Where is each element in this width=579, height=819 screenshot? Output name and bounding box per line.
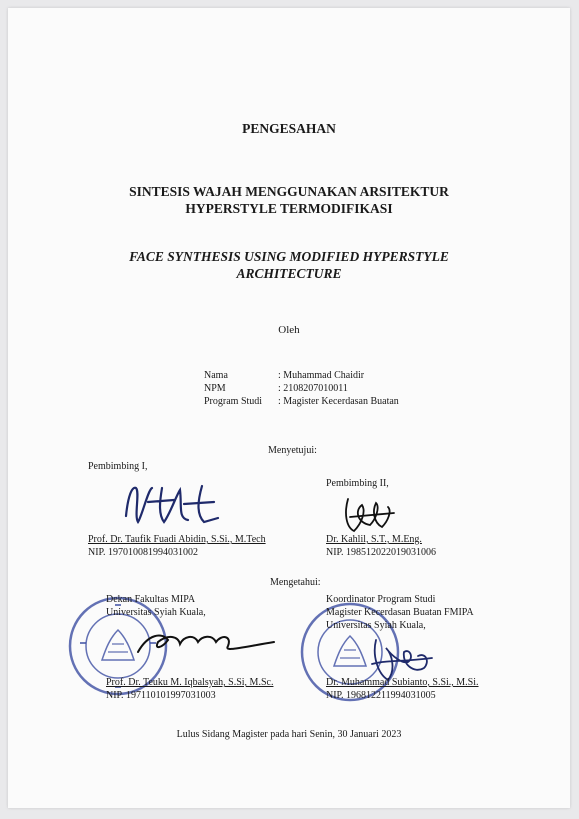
identity-value: : Magister Kecerdasan Buatan <box>278 396 399 407</box>
oleh-label: Oleh <box>278 324 300 336</box>
title-indonesian-line1: SINTESIS WAJAH MENGGUNAKAN ARSITEKTUR <box>129 184 449 199</box>
identity-row-npm <box>204 383 348 394</box>
identity-label: Nama <box>204 370 228 381</box>
dean-role-line2: Universitas Syiah Kuala, <box>106 607 206 618</box>
advisor1-nip: NIP. 197010081994031002 <box>88 547 199 558</box>
page-heading: PENGESAHAN <box>242 121 336 136</box>
title-english-line1: FACE SYNTHESIS USING MODIFIED HYPERSTYLE <box>129 249 449 264</box>
title-indonesian-line2: HYPERSTYLE TERMODIFIKASI <box>185 201 393 216</box>
identity-label: Program Studi <box>204 396 263 407</box>
dean-signature <box>128 622 278 664</box>
footer-graduation-note: Lulus Sidang Magister pada hari Senin, 30 Januari 2023 <box>176 729 402 740</box>
coordinator-role-line1: Koordinator Program Studi <box>326 594 436 605</box>
coordinator-role-line2: Magister Kecerdasan Buatan FMIPA <box>326 607 474 618</box>
dean-role-line1: Dekan Fakultas MIPA <box>106 594 196 605</box>
identity-row-program <box>204 396 399 407</box>
advisor1-name: Prof. Dr. Taufik Fuadi Abidin, S.Si., M.Tech <box>88 534 266 545</box>
advisor2-nip: NIP. 198512022019031006 <box>326 547 437 558</box>
identity-value: : Muhammad Chaidir <box>278 370 365 381</box>
advisor2-role: Pembimbing II, <box>326 478 389 489</box>
advisor1-role: Pembimbing I, <box>88 461 148 472</box>
approval-label: Menyetujui: <box>268 445 317 456</box>
document-page <box>8 8 570 808</box>
dean-name: Prof. Dr. Teuku M. Iqbalsyah, S.Si, M.Sc. <box>106 677 274 688</box>
identity-value: : 2108207010011 <box>278 383 348 394</box>
title-english-line2: ARCHITECTURE <box>236 266 342 281</box>
known-label: Mengetahui: <box>270 577 321 588</box>
advisor1-signature <box>118 476 228 531</box>
dean-nip: NIP. 197110101997031003 <box>106 690 216 701</box>
advisor2-signature <box>336 493 406 538</box>
coordinator-nip: NIP. 196812211994031005 <box>326 690 436 701</box>
coordinator-name: Dr. Muhammad Subianto, S.Si., M.Si. <box>326 677 479 688</box>
identity-row-name <box>204 370 364 381</box>
coordinator-role-line3: Universitas Syiah Kuala, <box>326 620 426 631</box>
identity-label: NPM <box>204 383 226 394</box>
advisor2-name: Dr. Kahlil, S.T., M.Eng. <box>326 534 422 545</box>
